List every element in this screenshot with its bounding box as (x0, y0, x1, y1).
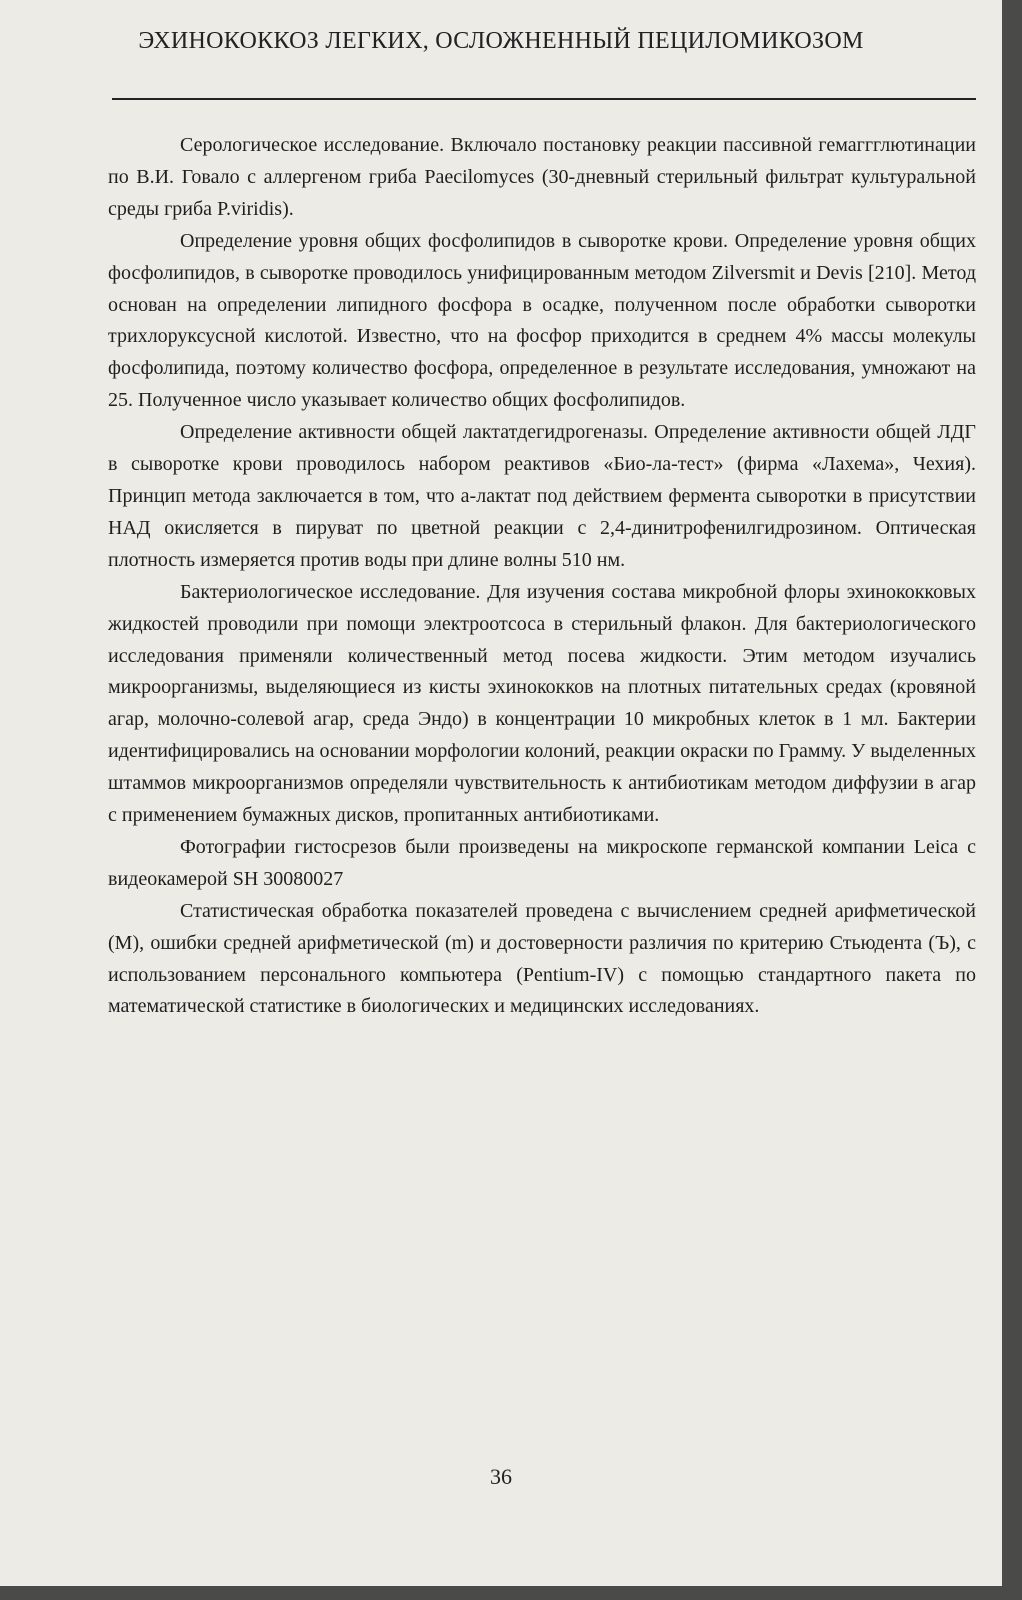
header-rule (112, 98, 976, 100)
paragraph-phospholipids: Определение уровня общих фосфолипидов в сыворотке крови. Определение уровня общих фосфолипидов, в сыворотке проводилось унифицированным методом Zilversmit и Devis [210]. Метод основан на определении липидного фосфора в осадке, полученном после обработки сыворотки трихлоруксусной кислотой. Известно, что на фосфор приходится в среднем 4% массы молекулы фосфолипида, поэтому количество фосфора, определенное в результате исследования, умножают на 25. Полученное число указывает количество общих фосфолипидов. (108, 229, 976, 412)
body-text (108, 130, 976, 1023)
running-title: ЭХИНОКОККОЗ ЛЕГКИХ, ОСЛОЖНЕННЫЙ ПЕЦИЛОМИКОЗОМ (138, 28, 864, 54)
paragraph-ldh: Определение активности общей лактатдегидрогеназы. Определение активности общей ЛДГ в сыворотке крови проводилось набором реактивов «Био-ла-тест» (фирма «Лахема», Чехия). Принцип метода заключается в том, что а-лактат под действием фермента сыворотки в присутствии НАД окисляется в пируват по цветной реакции с 2,4-динитрофенилгидрозином. Оптическая плотность измеряется против воды при длине волны 510 нм. (108, 421, 976, 571)
paragraph-photography: Фотографии гистосрезов были произведены на микроскопе германской компании Leica с видеокамерой SH 30080027 (108, 835, 976, 890)
paragraph-statistics: Статистическая обработка показателей проведена с вычислением средней арифметической (М), ошибки средней арифметической (m) и достоверности различия по критерию Стьюдента (Ъ), с использованием персонального компьютера (Pentium-IV) с помощью стандартного пакета по математической статистике в биологических и медицинских исследованиях. (108, 899, 976, 1018)
page-number: 36 (490, 1464, 512, 1489)
paragraph-serology: Серологическое исследование. Включало постановку реакции пассивной гемаггглютинации по В.И. Говало с аллергеном гриба Paecilomyces (30-дневный стерильный фильтрат культуральной среды гриба P.viridis). (108, 134, 976, 220)
paragraph-bacteriology: Бактериологическое исследование. Для изучения состава микробной флоры эхинококковых жидкостей проводили при помощи электроотсоса в стерильный флакон. Для бактериологического исследования применяли количественный метод посева жидкости. Этим методом изучались микроорганизмы, выделяющиеся из кисты эхинококков на плотных питательных средах (кровяной агар, молочно-солевой агар, среда Эндо) в концентрации 10 микробных клеток в 1 мл. Бактерии идентифицировались на основании морфологии колоний, реакции окраски по Грамму. У выделенных штаммов микроорганизмов определяли чувствительность к антибиотикам методом диффузии в агар с применением бумажных дисков, пропитанных антибиотиками. (108, 580, 976, 827)
